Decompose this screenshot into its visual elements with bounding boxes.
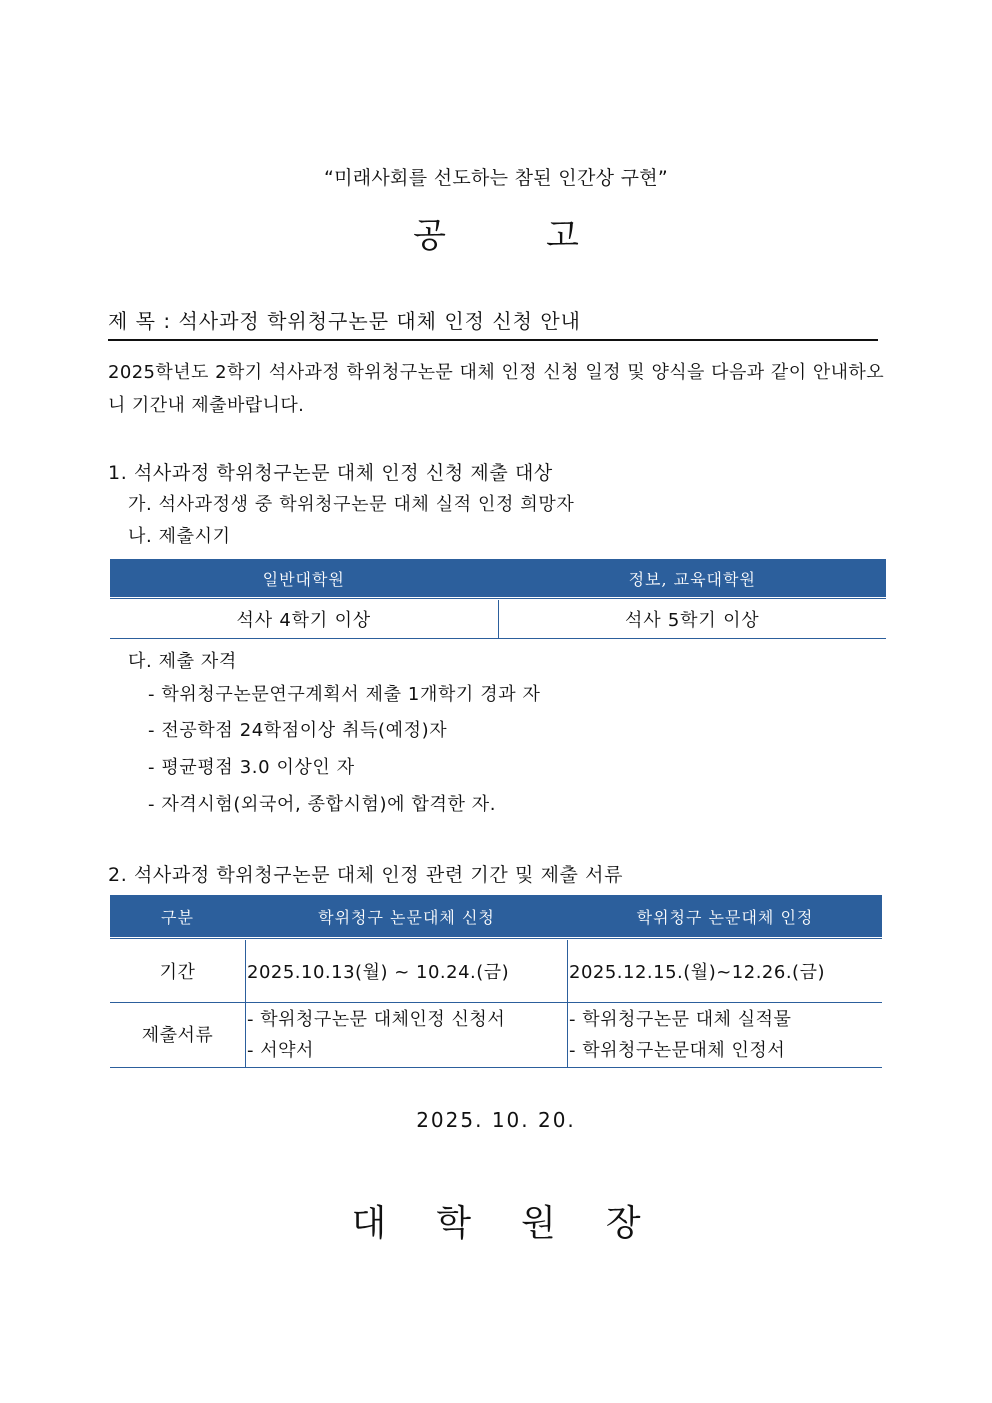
qualification-item: - 학위청구논문연구계획서 제출 1개학기 경과 자 [148, 684, 541, 705]
table-row [110, 599, 886, 639]
schedule-table [110, 895, 882, 1068]
subject-line: 제 목 : 석사과정 학위청구논문 대체 인정 신청 안내 [108, 305, 878, 341]
section1-item-na: 나. 제출시기 [128, 526, 231, 547]
table-header-info-edu: 정보, 교육대학원 [498, 559, 886, 599]
table-cell: 석사 4학기 이상 [110, 599, 498, 639]
recognize-documents [568, 1003, 883, 1068]
recognize-period: 2025.12.15.(월)~12.26.(금) [568, 939, 883, 1003]
row-label-documents: 제출서류 [110, 1003, 246, 1068]
table-row [110, 1003, 882, 1068]
qualification-item: - 자격시험(외국어, 종합시험)에 합격한 자. [148, 794, 497, 815]
section1-title: 1. 석사과정 학위청구논문 대체 인정 신청 제출 대상 [108, 462, 553, 484]
qualification-item: - 전공학점 24학점이상 취득(예정)자 [148, 720, 448, 741]
table-cell: 석사 5학기 이상 [498, 599, 886, 639]
section2-title: 2. 석사과정 학위청구논문 대체 인정 관련 기간 및 제출 서류 [108, 864, 624, 886]
apply-documents [246, 1003, 568, 1068]
row-label-period: 기간 [110, 939, 246, 1003]
document-item: - 서약서 [247, 1040, 314, 1061]
apply-period: 2025.10.13(월) ~ 10.24.(금) [246, 939, 568, 1003]
document-item: - 학위청구논문대체 인정서 [569, 1040, 786, 1061]
document-item: - 학위청구논문 대체인정 신청서 [247, 1009, 506, 1030]
intro-paragraph: 2025학년도 2학기 석사과정 학위청구논문 대체 인정 신청 일정 및 양식을 다음과 같이 안내하오니 기간내 제출바랍니다. [108, 362, 884, 416]
notice-title: 공고 [413, 216, 679, 256]
document-item: - 학위청구논문 대체 실적물 [569, 1009, 792, 1030]
qualification-item: - 평균평점 3.0 이상인 자 [148, 757, 355, 778]
submission-timing-table [110, 559, 886, 639]
table-header-recognize: 학위청구 논문대체 인정 [568, 895, 883, 939]
motto: “미래사회를 선도하는 참된 인간상 구현” [323, 167, 669, 189]
section1-item-da: 다. 제출 자격 [128, 651, 237, 672]
table-row [110, 939, 882, 1003]
table-header-apply: 학위청구 논문대체 신청 [246, 895, 568, 939]
section1-item-ga: 가. 석사과정생 중 학위청구논문 대체 실적 인정 희망자 [128, 494, 575, 515]
table-header-general: 일반대학원 [110, 559, 498, 599]
notice-date: 2025. 10. 20. [416, 1108, 576, 1132]
issuer: 대학원장 [351, 1203, 691, 1244]
table-header-category: 구분 [110, 895, 246, 939]
